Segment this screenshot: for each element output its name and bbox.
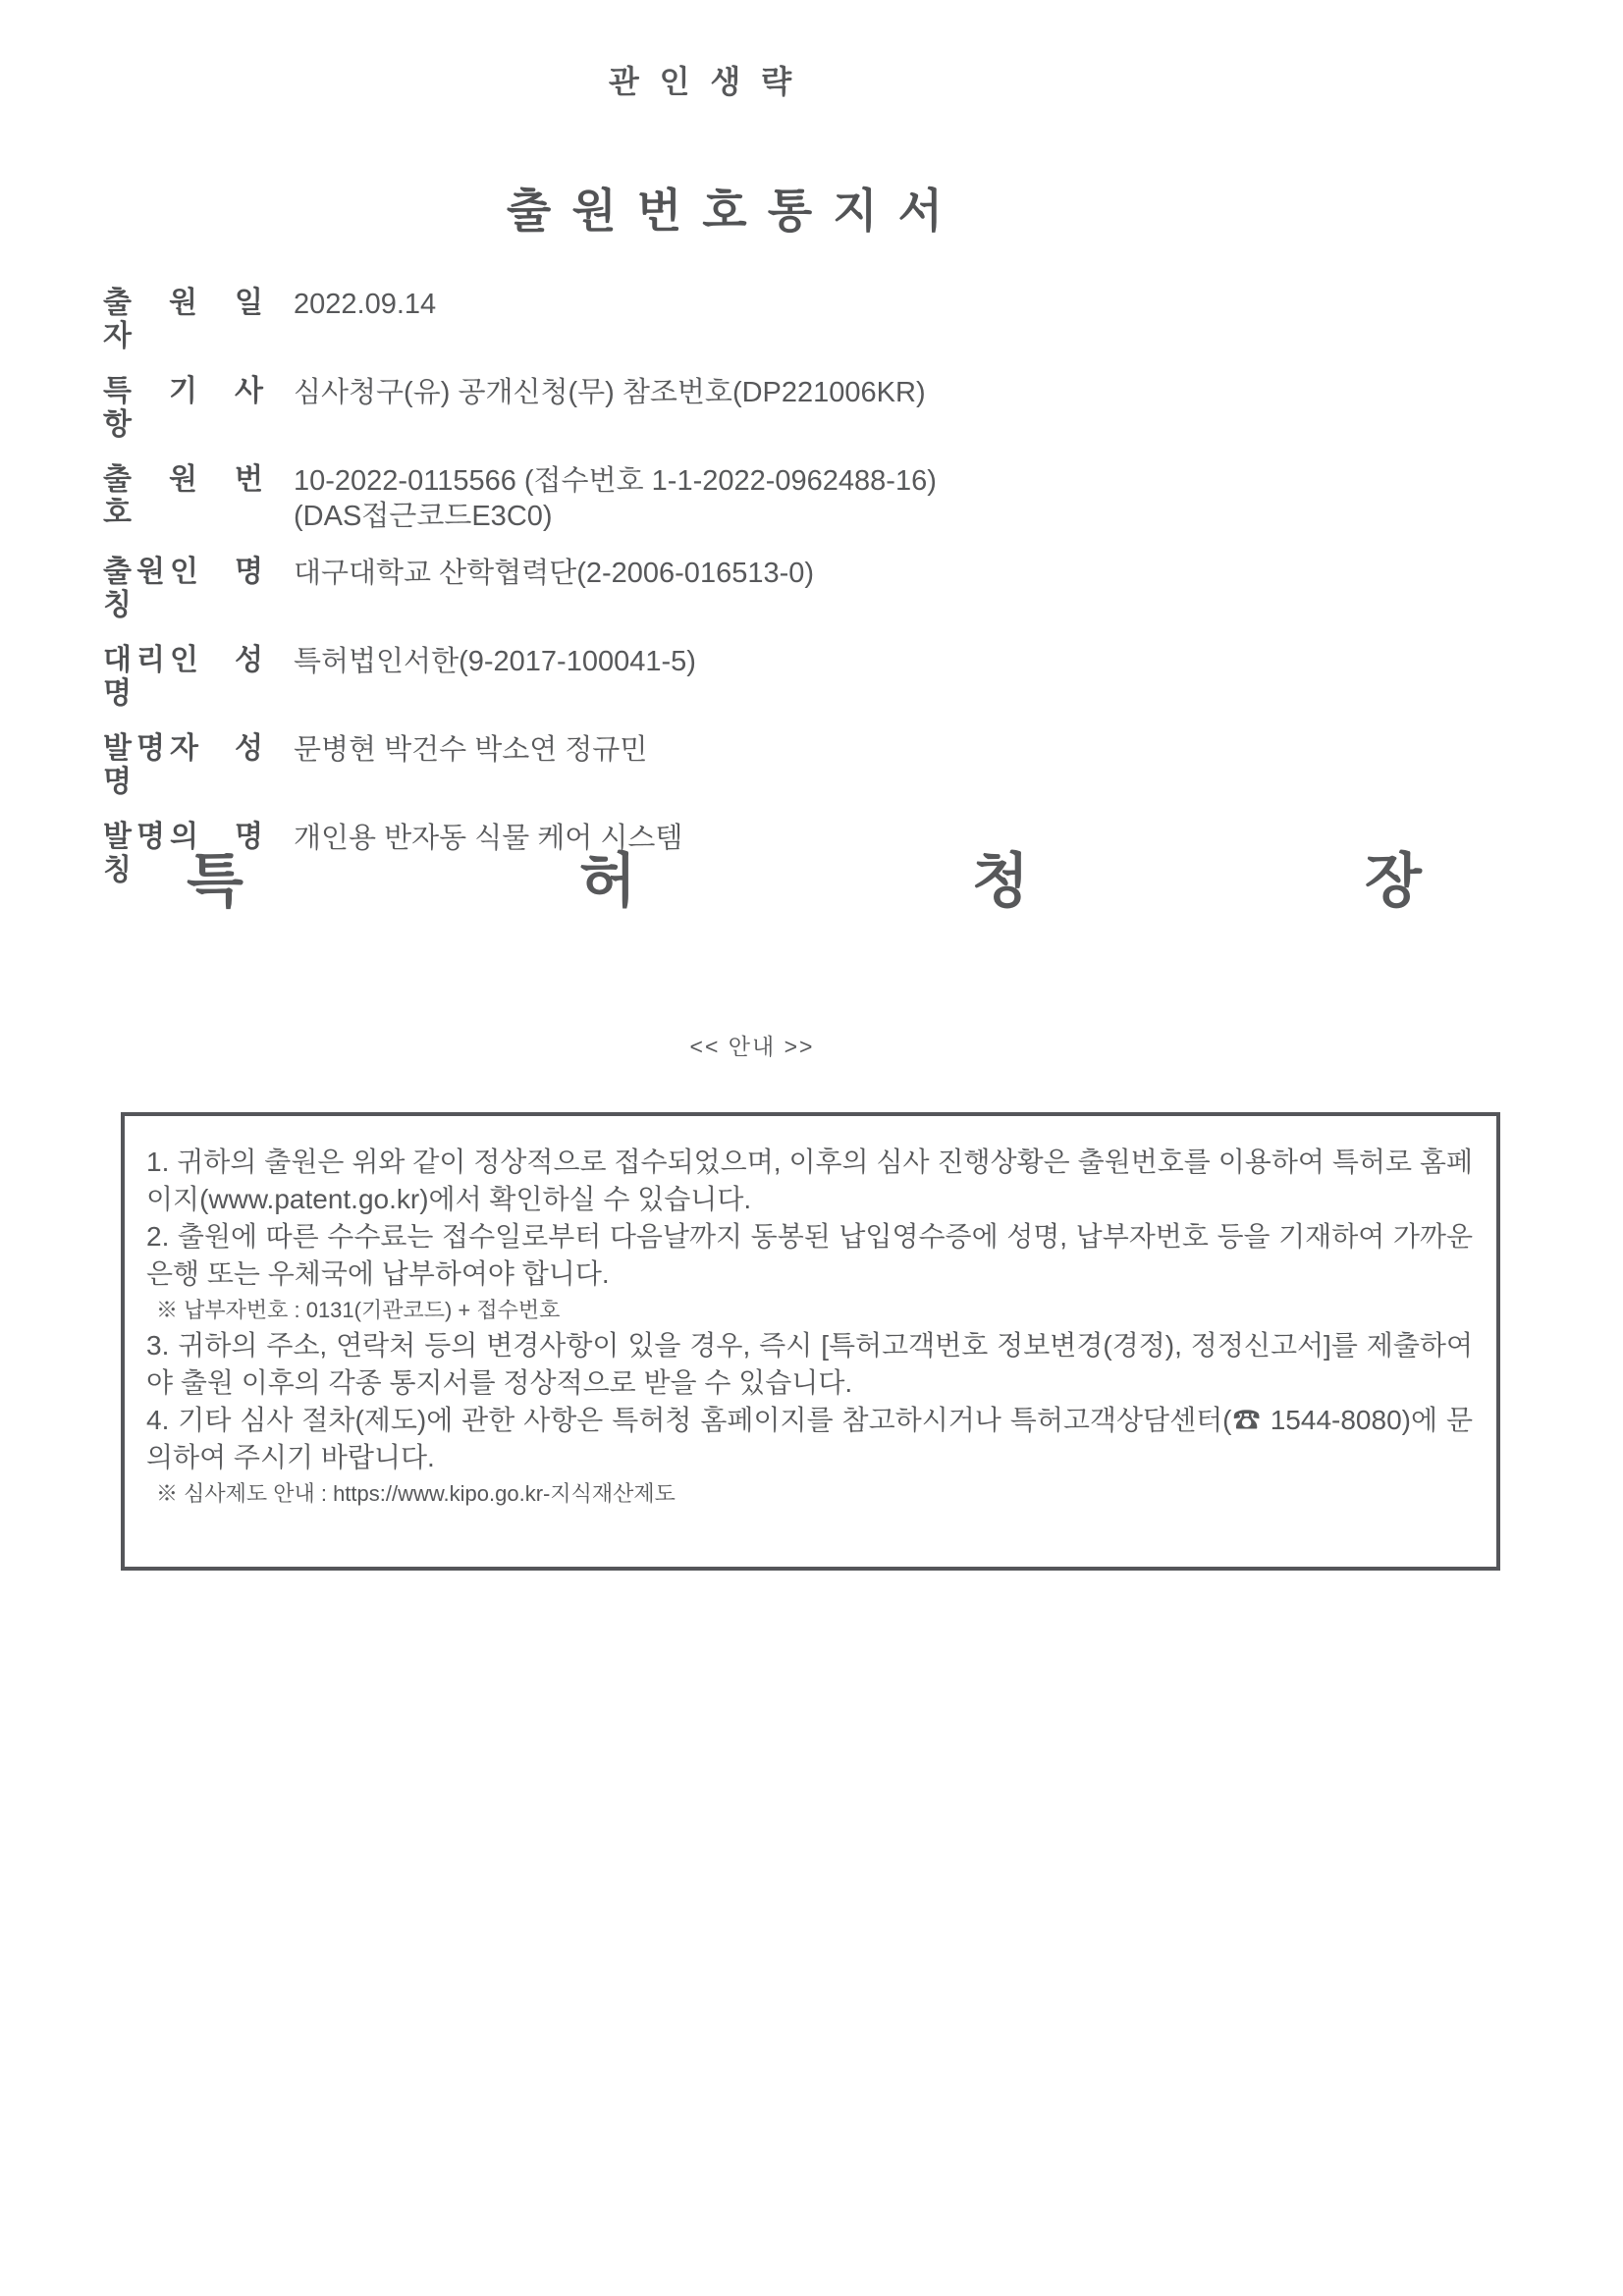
application-number-line1: 10-2022-0115566 (접수번호 1-1-2022-0962488-16) — [294, 465, 937, 497]
field-value: 문병현 박건수 박소연 정규민 — [294, 734, 648, 766]
notice-note-exam-guide: ※ 심사제도 안내 : https://www.kipo.go.kr-지식재산제도 — [156, 1481, 676, 1506]
field-value: 대구대학교 산학협력단(2-2006-016513-0) — [294, 558, 815, 589]
field-value: 특허법인서한(9-2017-100041-5) — [294, 646, 696, 677]
field-value: 심사청구(유) 공개신청(무) 참조번호(DP221006KR) — [294, 377, 926, 408]
notice-note-payer-number: ※ 납부자번호 : 0131(기관코드) + 접수번호 — [156, 1298, 561, 1322]
document-title: 출 원 번 호 통 지 서 — [506, 185, 947, 237]
application-number-line2: (DAS접근코드E3C0) — [294, 501, 553, 532]
seal-omitted-notice: 관 인 생 략 — [608, 64, 798, 99]
guide-heading: << 안내 >> — [689, 1034, 815, 1059]
commissioner-signature: 특 허 청 장 — [187, 848, 1422, 914]
field-label: 발명자 성명 — [103, 732, 268, 798]
notice-item-4: 4. 기타 심사 절차(제도)에 관한 사항은 특허청 홈페이지를 참고하시거나 특허고객상담센터(☎ 1544-8080)에 문의하여 주시기 바랍니다. — [146, 1405, 1473, 1472]
field-label: 출 원 번 호 — [103, 463, 282, 529]
notice-item-3: 3. 귀하의 주소, 연락처 등의 변경사항이 있을 경우, 즉시 [특허고객번호 정보변경(경정), 정정신고서]를 제출하여야 출원 이후의 각종 통지서를 정상적으로 받을 수 있습니다. — [146, 1330, 1473, 1398]
field-row-special-notes — [103, 375, 1497, 442]
field-value: 개인용 반자동 식물 케어 시스템 — [294, 823, 683, 854]
field-label: 특 기 사 항 — [103, 375, 282, 441]
field-row-inventor-names — [103, 732, 1497, 799]
notice-item-1: 1. 귀하의 출원은 위와 같이 정상적으로 접수되었으며, 이후의 심사 진행상황은 출원번호를 이용하여 특허로 홈페이지(www.patent.go.kr)에서 확인하실 수 있습니다. — [146, 1147, 1473, 1214]
field-label: 발명의 명칭 — [103, 821, 268, 886]
field-value: 2022.09.14 — [294, 289, 437, 320]
field-row-application-number — [103, 463, 1497, 534]
notice-box — [121, 1112, 1500, 1571]
field-label: 출 원 일 자 — [103, 287, 282, 352]
field-value — [294, 463, 937, 534]
field-row-agent-name — [103, 644, 1497, 711]
field-row-filing-date — [103, 287, 1497, 353]
field-label: 대리인 성명 — [103, 644, 268, 710]
notice-item-2: 2. 출원에 따른 수수료는 접수일로부터 다음날까지 동봉된 납입영수증에 성명, 납부자번호 등을 기재하여 가까운 은행 또는 우체국에 납부하여야 합니다. — [146, 1221, 1473, 1289]
field-row-applicant-name — [103, 556, 1497, 622]
field-label: 출원인 명칭 — [103, 556, 268, 621]
application-fields — [103, 287, 1497, 909]
